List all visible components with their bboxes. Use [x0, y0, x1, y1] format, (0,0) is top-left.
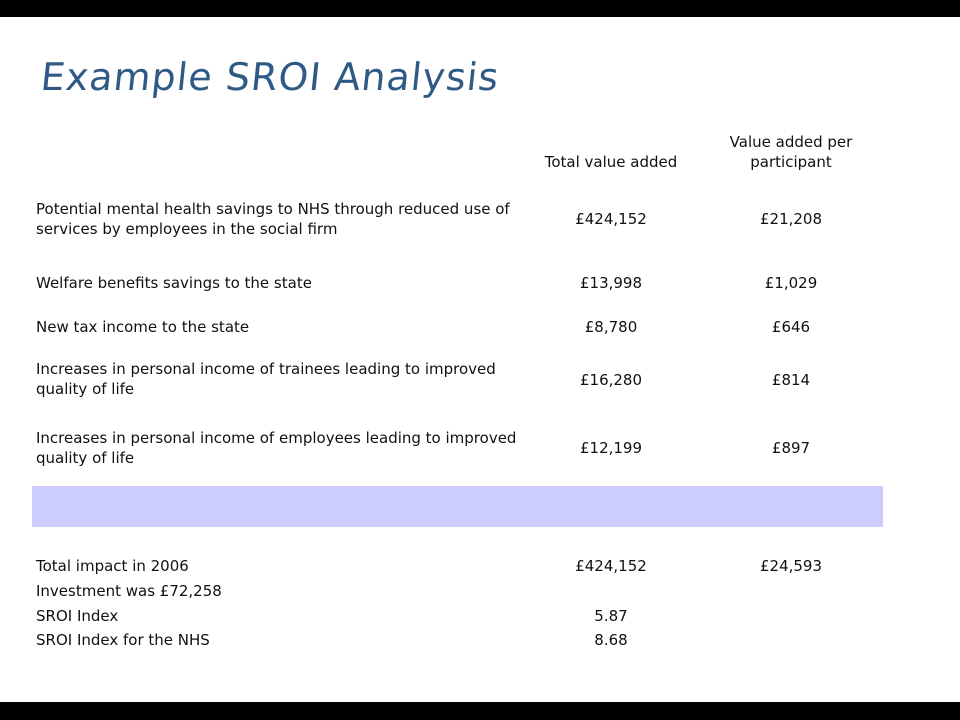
row-label: New tax income to the state	[36, 318, 250, 336]
row-total-value: £13,998	[579, 274, 643, 292]
summary-total-value: 8.68	[594, 631, 628, 649]
summary-label: SROI Index for the NHS	[36, 631, 210, 649]
row-per-participant-value: £1,029	[764, 274, 818, 292]
row-label: Increases in personal income of employees leading to improved quality of life	[36, 429, 517, 467]
slide-title: Example SROI Analysis	[38, 55, 502, 99]
row-total-value: £424,152	[575, 210, 647, 228]
row-per-participant-value: £21,208	[759, 210, 823, 228]
row-label: Potential mental health savings to NHS through reduced use of services by employees in the social firm	[36, 200, 510, 238]
summary-total-value: £424,152	[575, 557, 647, 575]
summary-per-participant-value: £24,593	[759, 557, 823, 575]
row-label: Increases in personal income of trainees leading to improved quality of life	[36, 360, 496, 398]
row-per-participant-value: £814	[771, 371, 811, 389]
header-total-value: Total value added	[544, 153, 678, 171]
row-label: Welfare benefits savings to the state	[36, 274, 312, 292]
row-total-value: £16,280	[579, 371, 643, 389]
summary-label: Investment was £72,258	[36, 582, 222, 600]
slide	[0, 17, 960, 702]
highlight-band	[32, 486, 883, 527]
row-total-value: £8,780	[584, 318, 638, 336]
summary-label: SROI Index	[36, 607, 119, 625]
summary-label: Total impact in 2006	[36, 557, 189, 575]
header-value-per-participant: Value added per participant	[729, 133, 853, 171]
row-per-participant-value: £646	[771, 318, 811, 336]
row-total-value: £12,199	[579, 439, 643, 457]
row-per-participant-value: £897	[771, 439, 811, 457]
summary-total-value: 5.87	[594, 607, 628, 625]
